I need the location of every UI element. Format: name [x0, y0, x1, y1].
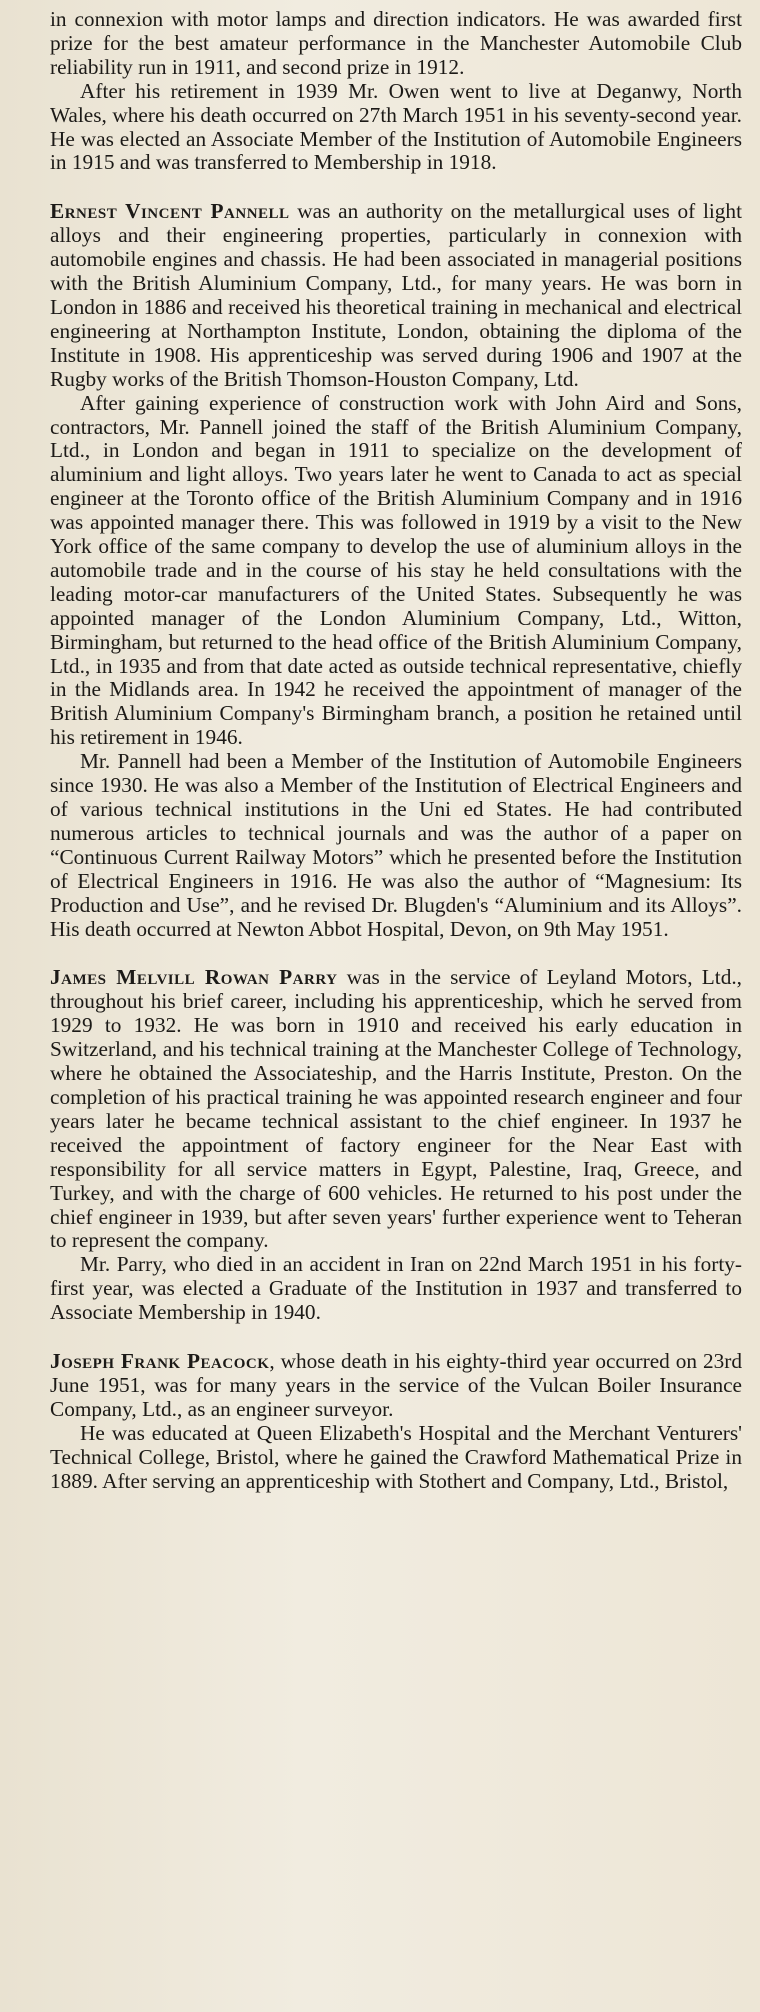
paragraph-owen-retirement	[50, 80, 742, 176]
paragraph-owen-continuation	[50, 8, 742, 80]
entry-parry	[50, 966, 742, 1253]
paragraph-peacock-education	[50, 1422, 742, 1494]
paragraph-text: Mr. Parry, who died in an accident in Iran on 22nd March 1951 in his forty-first year, was elected a Graduate of the Institution in 1937 and transferred to Associate Membership in 1940.	[50, 1252, 742, 1325]
paragraph-parry-death	[50, 1253, 742, 1325]
paragraph-pannell-career	[50, 392, 742, 751]
paragraph-text: After gaining experience of construction work with John Aird and Sons, contractors, Mr. Pannell joined the staff of the British Aluminium Company, Ltd., in London and began in 1911 to specialize on the development of aluminium and light alloys. Two years later he went to Canada to act as special engineer at the Toronto office of the British Aluminium Company and in 1916 was appointed manager there. This was followed in 1919 by a visit to the New York office of the same company to develop the use of aluminium alloys in the automobile trade and in the course of his stay he held consultations with the leading motor-car manufacturers of the United States. Subsequently he was appointed manager of the London Aluminium Company, Ltd., Witton, Birmingham, but returned to the head office of the British Aluminium Company, Ltd., in 1935 and from that date acted as outside technical representative, chiefly in the Midlands area. In 1942 he received the appointment of manager of the British Aluminium Company's Birmingham branch, a position he retained until his retirement in 1946.	[50, 390, 742, 750]
entry-peacock	[50, 1350, 742, 1422]
paragraph-text: in connexion with motor lamps and direction indicators. He was awarded first prize for the best amateur performance in the Manchester Automobile Club reliability run in 1911, and second prize in 1912.	[50, 7, 742, 79]
entry-pannell	[50, 200, 742, 391]
paragraph-text: was in the service of Leyland Motors, Ltd., throughout his brief career, including his apprenticeship, which he served from 1929 to 1932. He was born in 1910 and received his early education in Switzerland, and his technical training at the Manchester College of Technology, where he obtained the Associateship, and the Harris Institute, Preston. On the completion of his practical training he was appointed research engineer and four years later he became technical assistant to the chief engineer. In 1937 he received the appointment of factory engineer for the Near East with responsibility for all service matters in Egypt, Palestine, Iraq, Greece, and Turkey, and with the charge of 600 vehicles. He returned to his post under the chief engineer in 1939, but after seven years' further experience went to Teheran to represent the company.	[50, 965, 742, 1253]
person-name: Joseph Frank Peacock	[50, 1349, 270, 1374]
paragraph-pannell-membership	[50, 750, 742, 941]
paragraph-text: After his retirement in 1939 Mr. Owen went to live at Deganwy, North Wales, where his death occurred on 27th March 1951 in his seventy-second year. He was elected an Associate Member of the Institution of Automobile Engineers in 1915 and was transferred to Membership in 1918.	[50, 78, 742, 175]
paragraph-text: He was educated at Queen Elizabeth's Hospital and the Merchant Venturers' Technical College, Bristol, where he gained the Crawford Mathematical Prize in 1889. After serving an apprenticeship with Stothert and Company, Ltd., Bristol,	[50, 1420, 742, 1493]
paragraph-text: , whose death in his eighty-third year occurred on 23rd June 1951, was for many years in the service of the Vulcan Boiler Insurance Company, Ltd., as an engineer surveyor.	[50, 1349, 742, 1421]
person-name: James Melvill Rowan Parry	[50, 965, 338, 990]
paragraph-text: was an authority on the metallurgical uses of light alloys and their engineering properties, particularly in connexion with automobile engines and chassis. He had been associated in managerial positions with the British Aluminium Company, Ltd., for many years. He was born in London in 1886 and received his theoretical training in mechanical and electrical engineering at Northampton Institute, London, obtaining the diploma of the Institute in 1908. His apprenticeship was served during 1906 and 1907 at the Rugby works of the British Thomson-Houston Company, Ltd.	[50, 199, 742, 391]
person-name: Ernest Vincent Pannell	[50, 199, 290, 224]
paragraph-text: Mr. Pannell had been a Member of the Institution of Automobile Engineers since 1930. He was also a Member of the Institution of Electrical Engineers and of various technical institutions in the Uni ed States. He had contributed numerous articles to technical journals and was the author of a paper on “Continuous Current Railway Motors” which he presented before the Institution of Electrical Engineers in 1916. He was also the author of “Magnesium: Its Production and Use”, and he revised Dr. Blugden's “Aluminium and its Alloys”. His death occurred at Newton Abbot Hospital, Devon, on 9th May 1951.	[50, 749, 742, 941]
